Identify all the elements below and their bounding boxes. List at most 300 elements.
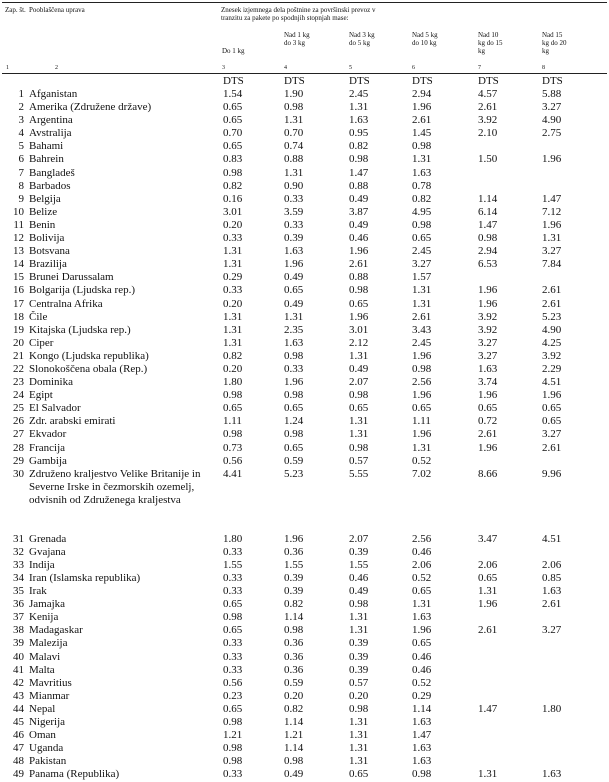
rate-cell-6: 1.96 xyxy=(542,153,562,166)
administration-name: Irak xyxy=(29,585,47,598)
administration-name: Slonokoščena obala (Rep.) xyxy=(29,362,148,375)
administration-name: Pakistan xyxy=(29,755,67,768)
rate-cell-6: 3.27 xyxy=(542,101,562,114)
table-row xyxy=(0,271,609,284)
rate-cell-3: 2.12 xyxy=(349,336,369,349)
rate-cell-4: 0.98 xyxy=(412,362,432,375)
table-row xyxy=(0,690,609,703)
rate-cell-2: 0.39 xyxy=(284,585,304,598)
rate-cell-5: 1.96 xyxy=(478,284,498,297)
rate-cell-2: 1.14 xyxy=(284,716,304,729)
table-row xyxy=(0,219,609,232)
rates-table-body xyxy=(0,88,609,782)
rate-cell-2: 0.98 xyxy=(284,389,304,402)
rate-cell-3: 1.31 xyxy=(349,716,369,729)
table-row xyxy=(0,572,609,585)
rate-cell-5: 1.47 xyxy=(478,702,498,715)
row-number: 37 xyxy=(13,611,24,624)
unit-col-2: DTS xyxy=(284,75,305,87)
administration-name: Egipt xyxy=(29,389,53,402)
rate-cell-1: 0.82 xyxy=(223,349,243,362)
rate-cell-4: 0.78 xyxy=(412,179,432,192)
rate-cell-2: 0.36 xyxy=(284,637,304,650)
rate-cell-6: 7.12 xyxy=(542,205,562,218)
rate-cell-6: 2.06 xyxy=(542,558,562,571)
administration-name: Belize xyxy=(29,205,58,218)
rate-cell-3: 1.96 xyxy=(349,310,369,323)
row-number: 2 xyxy=(18,101,24,114)
rate-cell-2: 1.96 xyxy=(284,532,304,545)
rate-cell-4: 1.96 xyxy=(412,349,432,362)
row-number: 38 xyxy=(13,624,24,637)
col-number-4: 4 xyxy=(284,65,287,71)
row-number: 21 xyxy=(13,349,24,362)
administration-name: Mavritius xyxy=(29,676,72,689)
administration-name: Argentina xyxy=(29,114,73,127)
row-number: 1 xyxy=(18,88,24,100)
administration-name: Malavi xyxy=(29,650,61,663)
rate-cell-3: 1.31 xyxy=(349,349,369,362)
administration-name: Kenija xyxy=(29,611,59,624)
rate-cell-2: 0.65 xyxy=(284,284,304,297)
rate-cell-4: 1.31 xyxy=(412,284,432,297)
administration-name: Bahrein xyxy=(29,153,64,166)
rate-cell-4: 1.31 xyxy=(412,441,432,454)
rate-cell-3: 0.46 xyxy=(349,232,369,245)
row-number: 36 xyxy=(13,598,24,611)
rate-cell-4: 0.52 xyxy=(412,454,432,467)
rate-cell-2: 0.36 xyxy=(284,650,304,663)
rate-cell-6: 4.25 xyxy=(542,336,562,349)
rate-cell-1: 0.29 xyxy=(223,271,243,284)
weight-col-2-header: Nad 1 kg do 3 kg xyxy=(284,31,310,47)
rate-cell-6: 3.27 xyxy=(542,245,562,258)
col-no-header: Zap. št. xyxy=(5,6,26,14)
rate-cell-1: 0.65 xyxy=(223,402,243,415)
table-row xyxy=(0,651,609,664)
rate-cell-1: 0.33 xyxy=(223,585,243,598)
row-number: 30 xyxy=(13,467,24,480)
table-row xyxy=(0,284,609,297)
rate-cell-3: 2.07 xyxy=(349,532,369,545)
administration-name: Malta xyxy=(29,663,55,676)
row-number: 33 xyxy=(13,558,24,571)
rate-cell-1: 0.82 xyxy=(223,179,243,192)
rate-cell-2: 1.63 xyxy=(284,245,304,258)
rate-cell-1: 0.33 xyxy=(223,545,243,558)
administration-name: Nigerija xyxy=(29,716,66,729)
rate-cell-1: 1.11 xyxy=(223,415,242,428)
rate-cell-2: 1.14 xyxy=(284,611,304,624)
rate-cell-1: 0.83 xyxy=(223,153,243,166)
table-row xyxy=(0,716,609,729)
rate-cell-1: 0.98 xyxy=(223,428,243,441)
administration-name: Madagaskar xyxy=(29,624,83,637)
rate-cell-6: 7.84 xyxy=(542,258,562,271)
row-number: 44 xyxy=(13,702,24,715)
rate-cell-5: 3.47 xyxy=(478,532,498,545)
rate-cell-1: 0.65 xyxy=(223,624,243,637)
administration-name: El Salvador xyxy=(29,402,81,415)
row-number: 17 xyxy=(13,297,24,310)
row-number: 49 xyxy=(13,768,24,781)
rate-cell-5: 2.61 xyxy=(478,428,498,441)
col-number-1: 1 xyxy=(6,65,9,71)
rate-cell-4: 2.45 xyxy=(412,245,432,258)
row-number: 7 xyxy=(18,166,24,179)
rate-cell-6: 2.61 xyxy=(542,284,562,297)
row-number: 47 xyxy=(13,742,24,755)
col-number-5: 5 xyxy=(349,65,352,71)
rate-cell-4: 1.63 xyxy=(412,755,432,768)
unit-col-5: DTS xyxy=(478,75,499,87)
administration-name: Kitajska (Ljudska rep.) xyxy=(29,323,131,336)
rate-cell-3: 0.39 xyxy=(349,650,369,663)
row-number: 39 xyxy=(13,637,24,650)
rate-cell-3: 0.95 xyxy=(349,127,369,140)
row-number: 45 xyxy=(13,716,24,729)
rate-cell-4: 1.11 xyxy=(412,415,431,428)
rate-cell-4: 0.46 xyxy=(412,650,432,663)
rate-cell-1: 0.98 xyxy=(223,166,243,179)
administration-name: Bolgarija (Ljudska rep.) xyxy=(29,284,135,297)
table-row xyxy=(0,389,609,402)
rate-cell-3: 0.46 xyxy=(349,572,369,584)
rate-cell-1: 0.65 xyxy=(223,140,243,153)
rate-cell-5: 3.92 xyxy=(478,114,498,127)
rate-cell-6: 3.92 xyxy=(542,349,562,362)
administration-name: Grenada xyxy=(29,532,67,545)
row-number: 41 xyxy=(13,663,24,676)
rate-cell-3: 0.88 xyxy=(349,179,369,192)
rate-cell-4: 0.65 xyxy=(412,585,432,598)
administration-name: Centralna Afrika xyxy=(29,297,103,310)
table-row xyxy=(0,703,609,716)
row-number: 15 xyxy=(13,271,24,284)
rate-cell-4: 1.31 xyxy=(412,598,432,611)
rate-cell-5: 2.10 xyxy=(478,127,498,140)
rate-cell-4: 1.45 xyxy=(412,127,432,140)
rate-cell-2: 0.98 xyxy=(284,101,304,114)
administration-name: Bolivija xyxy=(29,232,65,245)
rate-cell-4: 1.14 xyxy=(412,702,432,715)
rate-cell-1: 0.33 xyxy=(223,663,243,676)
rate-cell-1: 1.31 xyxy=(223,323,243,336)
rate-cell-3: 0.49 xyxy=(349,218,369,231)
administration-name: Bahami xyxy=(29,140,64,153)
table-row xyxy=(0,559,609,572)
rate-cell-6: 0.65 xyxy=(542,415,562,428)
rate-cell-1: 1.54 xyxy=(223,88,243,100)
row-number: 10 xyxy=(13,205,24,218)
table-row xyxy=(0,376,609,389)
administration-name: Bangladeš xyxy=(29,166,75,179)
rate-cell-3: 0.88 xyxy=(349,271,369,284)
table-row xyxy=(0,101,609,114)
rate-cell-3: 1.31 xyxy=(349,755,369,768)
row-number: 19 xyxy=(13,323,24,336)
table-row xyxy=(0,232,609,245)
rate-cell-2: 0.36 xyxy=(284,663,304,676)
rate-cell-5: 3.27 xyxy=(478,336,498,349)
rate-cell-4: 0.65 xyxy=(412,637,432,650)
rate-cell-6: 2.61 xyxy=(542,598,562,611)
rate-cell-2: 0.88 xyxy=(284,153,304,166)
rate-cell-1: 0.33 xyxy=(223,768,243,781)
rate-cell-2: 0.59 xyxy=(284,676,304,689)
rate-cell-2: 1.90 xyxy=(284,88,304,100)
rate-cell-3: 0.39 xyxy=(349,663,369,676)
rate-cell-3: 0.98 xyxy=(349,284,369,297)
row-number: 34 xyxy=(13,572,24,584)
rate-cell-4: 0.52 xyxy=(412,572,432,584)
table-row xyxy=(0,324,609,337)
rate-cell-2: 1.21 xyxy=(284,729,304,742)
rate-cell-2: 0.70 xyxy=(284,127,304,140)
administration-name: Indija xyxy=(29,558,55,571)
rate-cell-1: 3.01 xyxy=(223,205,243,218)
administration-name: Afganistan xyxy=(29,88,78,100)
rate-cell-3: 0.49 xyxy=(349,362,369,375)
rate-cell-2: 1.24 xyxy=(284,415,304,428)
rate-cell-5: 3.27 xyxy=(478,349,498,362)
rate-cell-6: 2.75 xyxy=(542,127,562,140)
rate-cell-3: 5.55 xyxy=(349,467,369,480)
row-number: 9 xyxy=(18,192,24,205)
rate-cell-1: 1.31 xyxy=(223,245,243,258)
unit-col-3: DTS xyxy=(349,75,370,87)
rate-cell-2: 1.55 xyxy=(284,558,304,571)
administration-name: Brazilija xyxy=(29,258,67,271)
rate-cell-2: 0.82 xyxy=(284,702,304,715)
rate-cell-3: 0.98 xyxy=(349,702,369,715)
rate-cell-5: 1.63 xyxy=(478,362,498,375)
rate-cell-6: 4.51 xyxy=(542,532,562,545)
rate-cell-4: 1.96 xyxy=(412,428,432,441)
rate-cell-3: 1.31 xyxy=(349,729,369,742)
rate-cell-2: 0.74 xyxy=(284,140,304,153)
table-row xyxy=(0,311,609,324)
rate-cell-3: 2.45 xyxy=(349,88,369,100)
row-number: 13 xyxy=(13,245,24,258)
administration-name: Iran (Islamska republika) xyxy=(29,572,141,584)
weight-col-5-header: Nad 10 kg do 15 kg xyxy=(478,31,503,55)
administration-name: Jamajka xyxy=(29,598,66,611)
rate-cell-1: 1.80 xyxy=(223,376,243,389)
row-number: 25 xyxy=(13,402,24,415)
top-rule xyxy=(2,2,607,3)
rate-cell-4: 2.94 xyxy=(412,88,432,100)
rate-cell-5: 1.31 xyxy=(478,768,498,781)
rate-cell-1: 0.65 xyxy=(223,101,243,114)
row-number: 28 xyxy=(13,441,24,454)
rate-cell-6: 3.27 xyxy=(542,624,562,637)
row-number: 26 xyxy=(13,415,24,428)
rate-cell-5: 3.92 xyxy=(478,310,498,323)
table-row xyxy=(0,742,609,755)
rate-cell-4: 0.52 xyxy=(412,676,432,689)
rate-cell-3: 0.65 xyxy=(349,768,369,781)
row-number: 42 xyxy=(13,676,24,689)
rate-cell-5: 1.14 xyxy=(478,192,498,205)
rate-cell-2: 0.65 xyxy=(284,441,304,454)
table-row xyxy=(0,755,609,768)
row-number: 14 xyxy=(13,258,24,271)
administration-name: Ciper xyxy=(29,336,54,349)
rate-cell-6: 4.90 xyxy=(542,323,562,336)
rate-cell-3: 0.39 xyxy=(349,545,369,558)
row-number: 43 xyxy=(13,689,24,702)
row-number: 4 xyxy=(18,127,24,140)
rate-cell-3: 1.63 xyxy=(349,114,369,127)
rate-cell-2: 1.31 xyxy=(284,166,304,179)
rate-cell-6: 1.80 xyxy=(542,702,562,715)
rate-cell-1: 0.65 xyxy=(223,598,243,611)
rate-cell-2: 0.33 xyxy=(284,218,304,231)
table-row xyxy=(0,127,609,140)
rate-cell-6: 1.96 xyxy=(542,218,562,231)
rate-cell-3: 0.82 xyxy=(349,140,369,153)
administration-name: Oman xyxy=(29,729,56,742)
rate-cell-2: 0.59 xyxy=(284,454,304,467)
rate-cell-5: 0.65 xyxy=(478,572,498,584)
rate-cell-3: 3.87 xyxy=(349,205,369,218)
rate-cell-4: 4.95 xyxy=(412,205,432,218)
rate-cell-2: 1.96 xyxy=(284,258,304,271)
col-number-8: 8 xyxy=(542,65,545,71)
weight-col-6-header: Nad 15 kg do 20 kg xyxy=(542,31,567,55)
rate-cell-6: 4.90 xyxy=(542,114,562,127)
rate-cell-4: 1.96 xyxy=(412,101,432,114)
rate-cell-6: 4.51 xyxy=(542,376,562,389)
rate-cell-5: 2.61 xyxy=(478,101,498,114)
rate-cell-5: 6.14 xyxy=(478,205,498,218)
rate-cell-2: 0.90 xyxy=(284,179,304,192)
rate-cell-4: 1.63 xyxy=(412,611,432,624)
administration-name: Francija xyxy=(29,441,66,454)
rate-cell-3: 0.39 xyxy=(349,637,369,650)
rate-cell-4: 1.31 xyxy=(412,153,432,166)
table-row xyxy=(0,206,609,219)
table-row xyxy=(0,363,609,376)
unit-col-4: DTS xyxy=(412,75,433,87)
header-rule xyxy=(2,73,607,74)
table-row xyxy=(0,245,609,258)
rate-cell-5: 1.96 xyxy=(478,389,498,402)
rate-cell-3: 0.57 xyxy=(349,454,369,467)
table-row xyxy=(0,664,609,677)
rate-cell-4: 2.56 xyxy=(412,376,432,389)
row-number: 35 xyxy=(13,585,24,598)
administration-name: Amerika (Združene države) xyxy=(29,101,152,114)
table-row xyxy=(0,428,609,441)
administration-name: Malezija xyxy=(29,637,68,650)
rate-cell-5: 1.96 xyxy=(478,441,498,454)
rate-cell-4: 1.63 xyxy=(412,742,432,755)
row-number: 11 xyxy=(13,218,24,231)
rate-cell-1: 0.56 xyxy=(223,454,243,467)
table-row xyxy=(0,598,609,611)
rate-cell-3: 1.31 xyxy=(349,428,369,441)
rate-cell-3: 0.65 xyxy=(349,402,369,415)
table-row xyxy=(0,611,609,624)
table-row xyxy=(0,193,609,206)
rate-cell-1: 1.21 xyxy=(223,729,243,742)
row-number: 12 xyxy=(13,232,24,245)
rate-cell-1: 0.33 xyxy=(223,232,243,245)
table-row xyxy=(0,350,609,363)
rate-cell-2: 0.20 xyxy=(284,689,304,702)
rate-cell-3: 0.57 xyxy=(349,676,369,689)
table-row xyxy=(0,546,609,559)
row-number: 6 xyxy=(18,153,24,166)
rate-cell-5: 0.98 xyxy=(478,232,498,245)
rate-cell-2: 1.14 xyxy=(284,742,304,755)
rate-cell-6: 5.88 xyxy=(542,88,562,100)
administration-name: Brunei Darussalam xyxy=(29,271,114,284)
rate-cell-1: 0.98 xyxy=(223,742,243,755)
administration-name: Kongo (Ljudska republika) xyxy=(29,349,149,362)
rate-cell-4: 1.57 xyxy=(412,271,432,284)
table-row xyxy=(0,768,609,781)
rate-cell-1: 0.98 xyxy=(223,716,243,729)
rate-cell-5: 1.50 xyxy=(478,153,498,166)
rate-cell-5: 1.47 xyxy=(478,218,498,231)
rate-cell-2: 0.98 xyxy=(284,349,304,362)
table-row xyxy=(0,337,609,350)
rate-cell-3: 0.65 xyxy=(349,297,369,310)
row-number: 20 xyxy=(13,336,24,349)
table-row xyxy=(0,637,609,650)
rate-cell-2: 5.23 xyxy=(284,467,304,480)
rate-cell-3: 2.07 xyxy=(349,376,369,389)
unit-col-6: DTS xyxy=(542,75,563,87)
rate-cell-5: 6.53 xyxy=(478,258,498,271)
administration-name: Panama (Republika) xyxy=(29,768,120,781)
rate-cell-1: 0.33 xyxy=(223,637,243,650)
rate-cell-2: 0.82 xyxy=(284,598,304,611)
rate-cell-2: 3.59 xyxy=(284,205,304,218)
table-row xyxy=(0,729,609,742)
table-row xyxy=(0,455,609,468)
rate-cell-3: 1.31 xyxy=(349,101,369,114)
rate-cell-2: 0.36 xyxy=(284,545,304,558)
row-number: 27 xyxy=(13,428,24,441)
rate-cell-3: 1.31 xyxy=(349,742,369,755)
rate-cell-4: 0.98 xyxy=(412,768,432,781)
rate-cell-1: 0.33 xyxy=(223,572,243,584)
rate-cell-3: 0.49 xyxy=(349,585,369,598)
administration-name: Belgija xyxy=(29,192,61,205)
rate-cell-4: 7.02 xyxy=(412,467,432,480)
rate-cell-4: 0.82 xyxy=(412,192,432,205)
row-number: 22 xyxy=(13,362,24,375)
rate-cell-4: 3.43 xyxy=(412,323,432,336)
table-row xyxy=(0,88,609,101)
table-row xyxy=(0,624,609,637)
rate-cell-4: 0.46 xyxy=(412,663,432,676)
table-row xyxy=(0,180,609,193)
col-number-3: 3 xyxy=(222,65,225,71)
rate-cell-2: 2.35 xyxy=(284,323,304,336)
table-row xyxy=(0,140,609,153)
rate-cell-5: 1.96 xyxy=(478,297,498,310)
rate-cell-1: 0.20 xyxy=(223,218,243,231)
administration-name: Benin xyxy=(29,218,56,231)
rate-cell-6: 1.96 xyxy=(542,389,562,402)
administration-name: Združeno kraljestvo Velike Britanije in Severne Irske in čezmorskih ozemelj, odvisnih od Združenega kraljestva xyxy=(29,467,201,506)
rate-cell-3: 2.61 xyxy=(349,258,369,271)
